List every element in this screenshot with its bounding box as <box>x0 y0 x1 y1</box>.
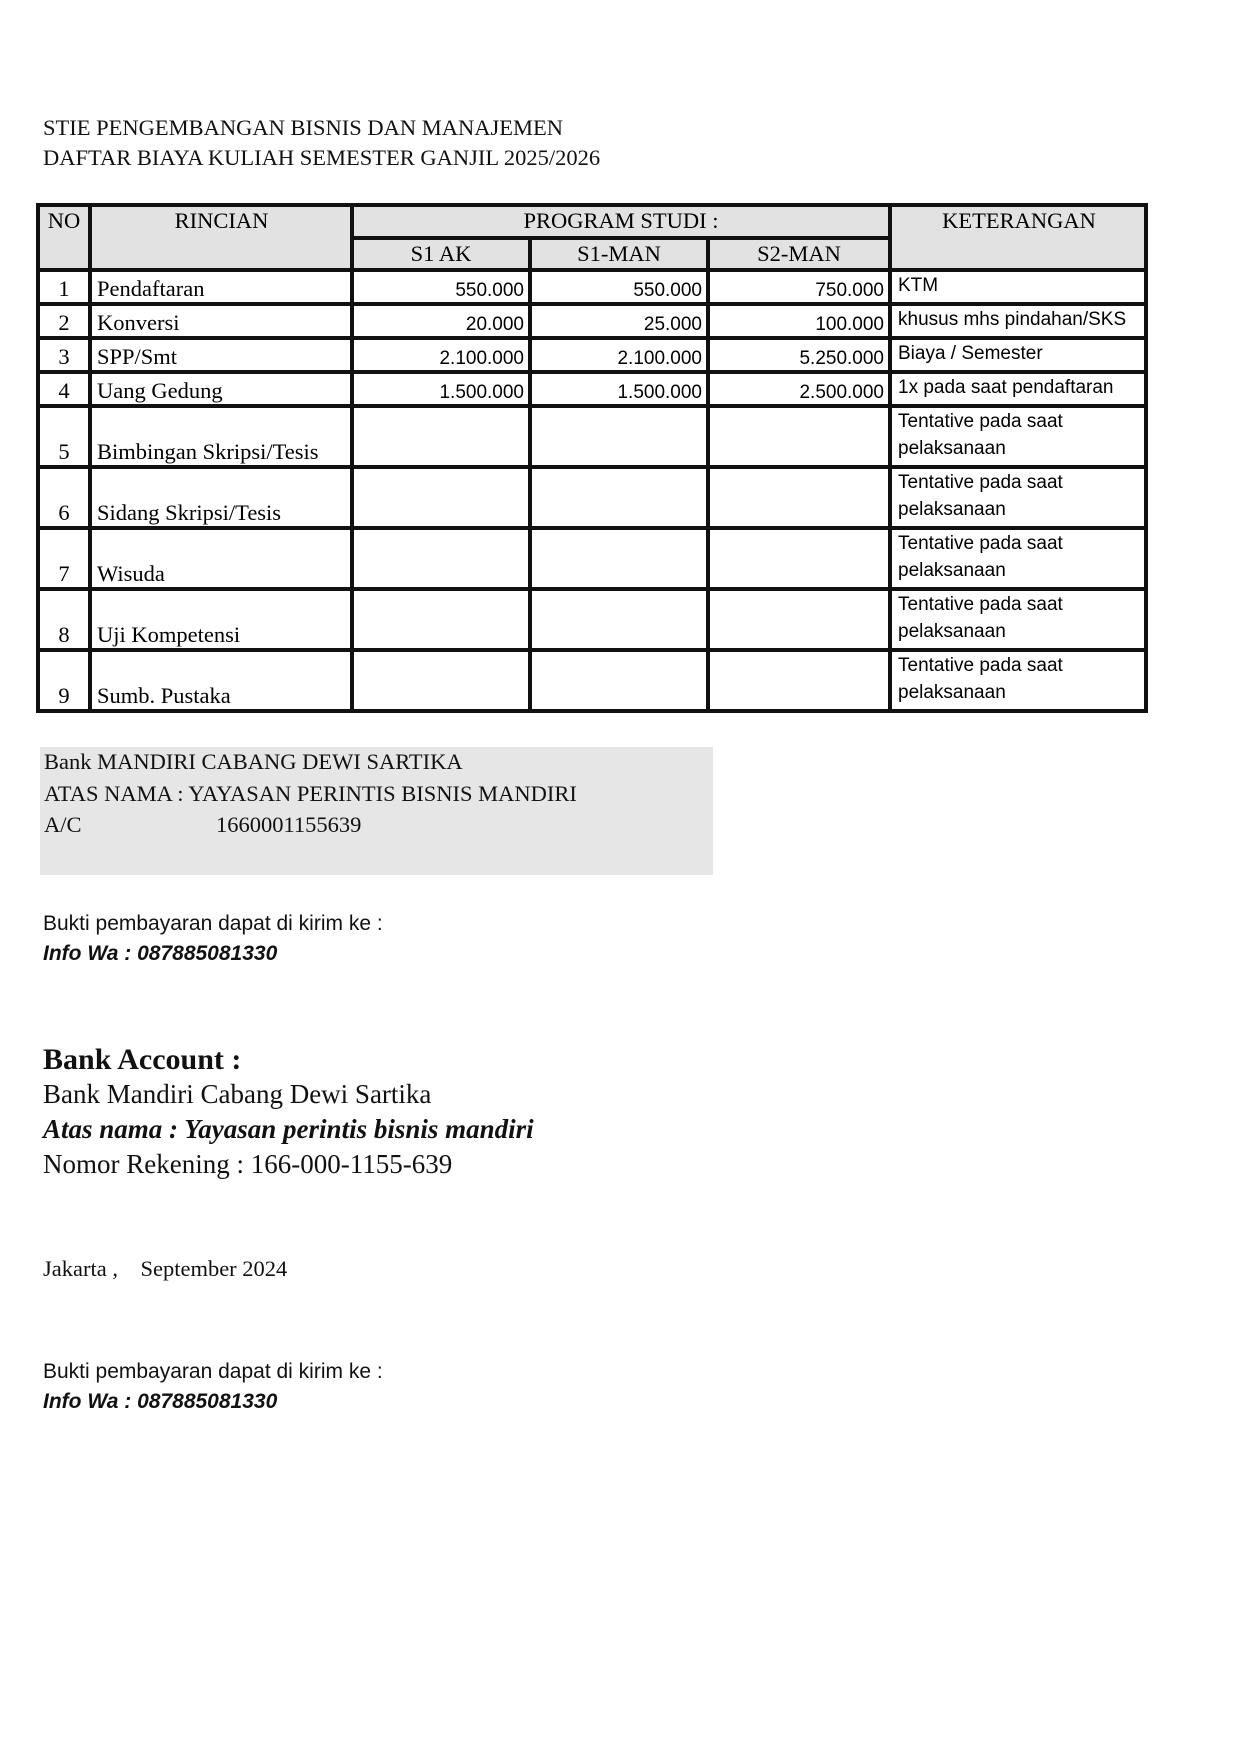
payment-proof-note <box>43 909 383 969</box>
row-s1man-fee: 550.000 <box>530 270 708 304</box>
bank-box-ac-number: 1660001155639 <box>216 812 362 837</box>
row-note: khusus mhs pindahan/SKS <box>890 304 1146 338</box>
table-row <box>38 270 1146 304</box>
row-number: 6 <box>38 467 90 528</box>
row-item: SPP/Smt <box>90 338 352 372</box>
row-item: Pendaftaran <box>90 270 352 304</box>
table-row <box>38 589 1146 650</box>
row-number: 9 <box>38 650 90 711</box>
row-note: Tentative pada saat pelaksanaan <box>890 589 1146 650</box>
table-row <box>38 528 1146 589</box>
header-item: RINCIAN <box>90 205 352 270</box>
institution-name: STIE PENGEMBANGAN BISNIS DAN MANAJEMEN <box>43 115 564 140</box>
table-row <box>38 304 1146 338</box>
row-note: KTM <box>890 270 1146 304</box>
row-s1ak-fee <box>352 589 530 650</box>
bank-account-bank: Bank Mandiri Cabang Dewi Sartika <box>43 1079 432 1109</box>
row-s1ak-fee <box>352 650 530 711</box>
row-number: 2 <box>38 304 90 338</box>
row-s2man-fee <box>708 528 890 589</box>
bank-account-name: Atas nama : Yayasan perintis bisnis mandiri <box>43 1114 534 1144</box>
row-s1ak-fee: 1.500.000 <box>352 372 530 406</box>
payment-proof-note-repeat <box>43 1357 383 1417</box>
header-program-s2man: S2-MAN <box>708 238 890 270</box>
row-note: Tentative pada saat pelaksanaan <box>890 650 1146 711</box>
row-s1man-fee: 2.100.000 <box>530 338 708 372</box>
row-item: Wisuda <box>90 528 352 589</box>
row-s2man-fee <box>708 406 890 467</box>
row-note: Tentative pada saat pelaksanaan <box>890 467 1146 528</box>
row-s1man-fee <box>530 528 708 589</box>
row-s1man-fee <box>530 650 708 711</box>
row-s1ak-fee: 2.100.000 <box>352 338 530 372</box>
row-s2man-fee: 2.500.000 <box>708 372 890 406</box>
row-s1ak-fee <box>352 467 530 528</box>
row-note: 1x pada saat pendaftaran <box>890 372 1146 406</box>
table-row <box>38 372 1146 406</box>
row-item: Konversi <box>90 304 352 338</box>
table-row <box>38 467 1146 528</box>
tuition-fee-table <box>36 203 1148 713</box>
table-row <box>38 406 1146 467</box>
whatsapp-info: Info Wa : 087885081330 <box>43 1390 278 1413</box>
row-note: Tentative pada saat pelaksanaan <box>890 528 1146 589</box>
row-item: Sumb. Pustaka <box>90 650 352 711</box>
bank-box-ac-label: A/C <box>44 812 82 837</box>
row-item: Uang Gedung <box>90 372 352 406</box>
header-note: KETERANGAN <box>890 205 1146 270</box>
payment-proof-text: Bukti pembayaran dapat di kirim ke : <box>43 1360 383 1383</box>
row-s2man-fee: 100.000 <box>708 304 890 338</box>
bank-box-account-name: ATAS NAMA : YAYASAN PERINTIS BISNIS MANDIRI <box>44 781 577 806</box>
row-number: 3 <box>38 338 90 372</box>
row-s1man-fee: 1.500.000 <box>530 372 708 406</box>
row-s2man-fee: 5.250.000 <box>708 338 890 372</box>
row-number: 1 <box>38 270 90 304</box>
row-note: Tentative pada saat pelaksanaan <box>890 406 1146 467</box>
row-s1man-fee <box>530 406 708 467</box>
row-note: Biaya / Semester <box>890 338 1146 372</box>
header-program: PROGRAM STUDI : <box>352 205 890 238</box>
row-number: 8 <box>38 589 90 650</box>
bank-info-box <box>40 747 713 875</box>
bank-account-title: Bank Account : <box>43 1043 242 1076</box>
row-item: Uji Kompetensi <box>90 589 352 650</box>
row-s1ak-fee: 550.000 <box>352 270 530 304</box>
place-date: Jakarta , September 2024 <box>43 1256 288 1281</box>
row-s1ak-fee: 20.000 <box>352 304 530 338</box>
bank-account-section <box>43 1042 534 1182</box>
row-number: 5 <box>38 406 90 467</box>
row-s1ak-fee <box>352 406 530 467</box>
table-row <box>38 338 1146 372</box>
bank-box-bank: Bank MANDIRI CABANG DEWI SARTIKA <box>44 749 463 774</box>
row-s1man-fee <box>530 589 708 650</box>
row-number: 4 <box>38 372 90 406</box>
header-program-s1ak: S1 AK <box>352 238 530 270</box>
row-number: 7 <box>38 528 90 589</box>
row-item: Sidang Skripsi/Tesis <box>90 467 352 528</box>
payment-proof-text: Bukti pembayaran dapat di kirim ke : <box>43 912 383 935</box>
row-s2man-fee: 750.000 <box>708 270 890 304</box>
whatsapp-info: Info Wa : 087885081330 <box>43 942 278 965</box>
row-s1ak-fee <box>352 528 530 589</box>
header-no: NO <box>38 205 90 270</box>
header-program-s1man: S1-MAN <box>530 238 708 270</box>
document-header <box>43 113 600 173</box>
row-item: Bimbingan Skripsi/Tesis <box>90 406 352 467</box>
row-s1man-fee: 25.000 <box>530 304 708 338</box>
row-s2man-fee <box>708 467 890 528</box>
row-s1man-fee <box>530 467 708 528</box>
table-row <box>38 650 1146 711</box>
row-s2man-fee <box>708 589 890 650</box>
document-title: DAFTAR BIAYA KULIAH SEMESTER GANJIL 2025/2026 <box>43 145 601 170</box>
row-s2man-fee <box>708 650 890 711</box>
bank-account-number: Nomor Rekening : 166-000-1155-639 <box>43 1149 453 1179</box>
